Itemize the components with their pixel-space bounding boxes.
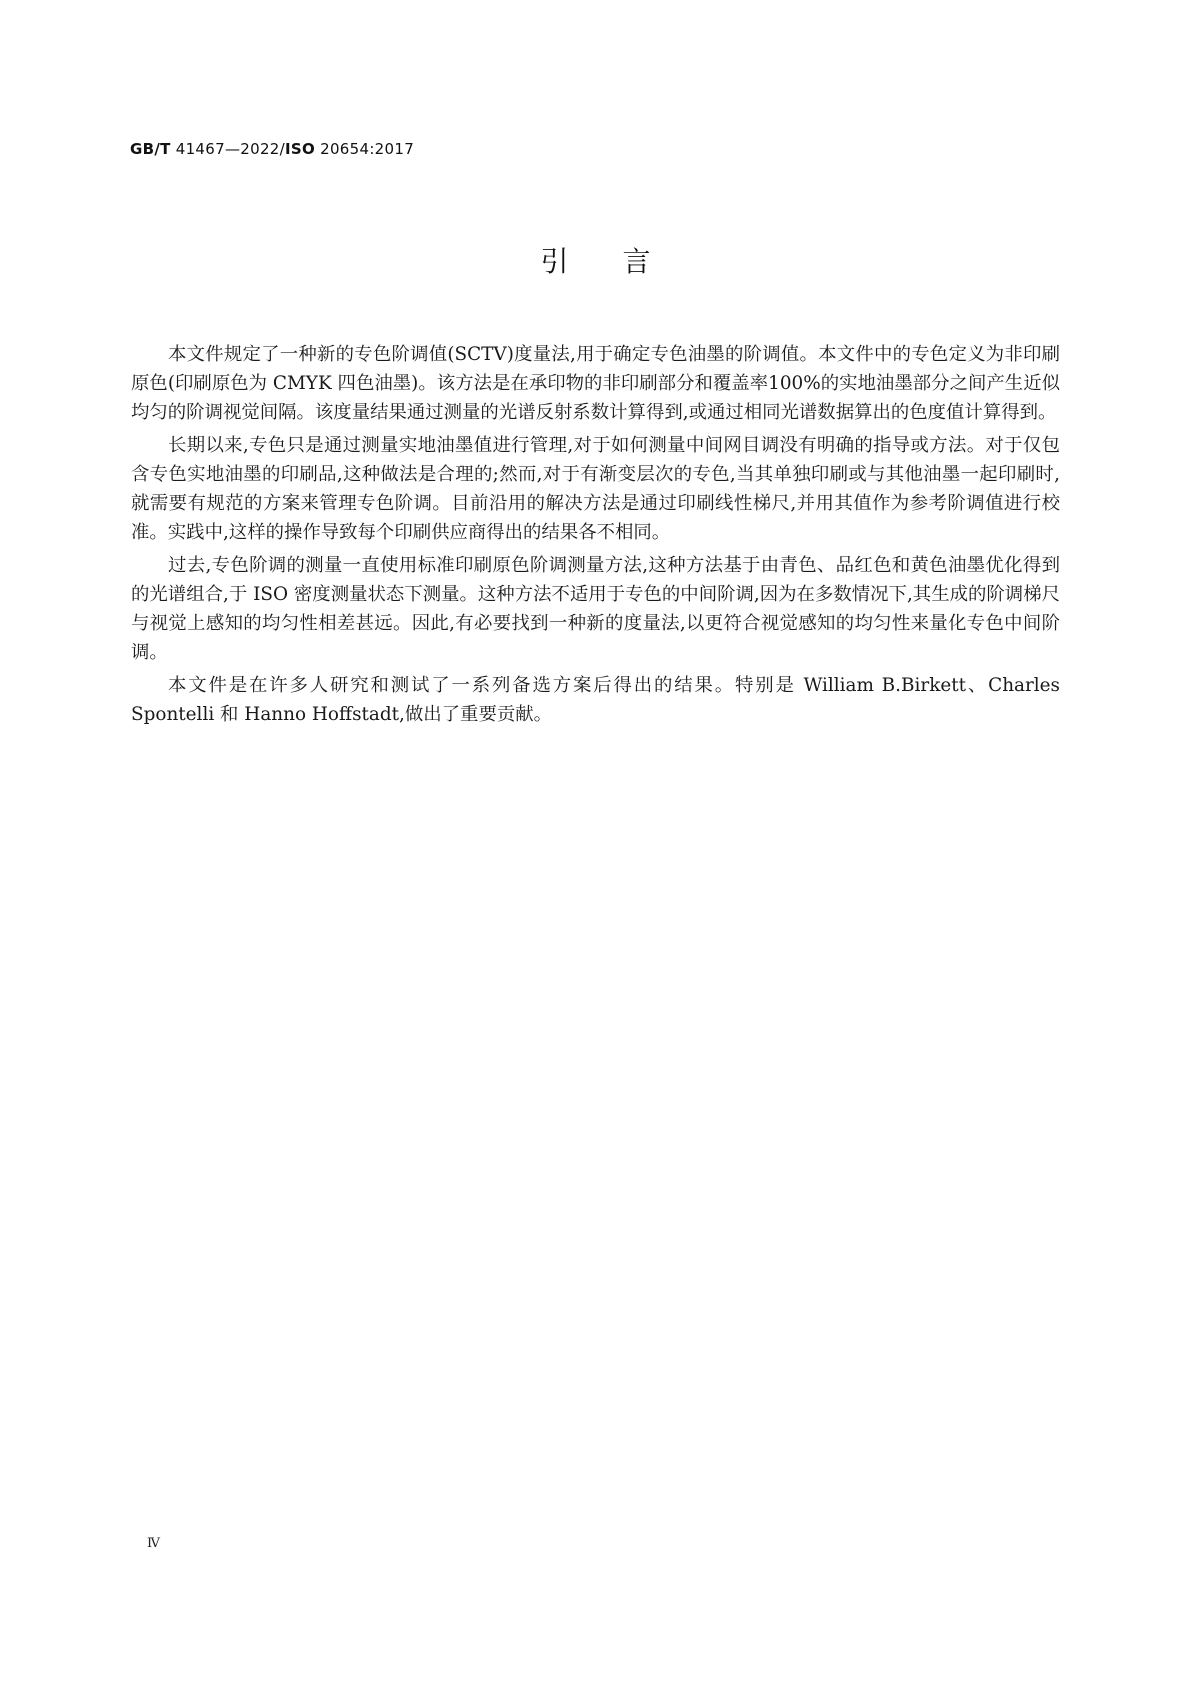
paragraph-2: 长期以来,专色只是通过测量实地油墨值进行管理,对于如何测量中间网目调没有明确的指导或方法。对于仅包含专色实地油墨的印刷品,这种做法是合理的;然而,对于有渐变层次的专色,当其单独印刷或与其他油墨一起印刷时,就需要有规范的方案来管理专色阶调。目前沿用的解决方法是通过印刷线性梯尺,并用其值作为参考阶调值进行校准。实践中,这样的操作导致每个印刷供应商得出的结果各不相同。 <box>131 435 1060 543</box>
standard-iso-prefix: ISO <box>284 140 316 158</box>
paragraph-3: 过去,专色阶调的测量一直使用标准印刷原色阶调测量方法,这种方法基于由青色、品红色和黄色油墨优化得到的光谱组合,于 ISO 密度测量状态下测量。这种方法不适用于专色的中间阶调,因为在多数情况下,其生成的阶调梯尺与视觉上感知的均匀性相差甚远。因此,有必要找到一种新的度量法,以更符合视觉感知的均匀性来量化专色中间阶调。 <box>131 555 1060 663</box>
paragraph-4: 本文件是在许多人研究和测试了一系列备选方案后得出的结果。特别是 William B.Birkett、Charles Spontelli 和 Hanno Hoffstadt,做出了重要贡献。 <box>131 675 1060 725</box>
standard-gb-number: 41467—2022/ <box>175 140 285 158</box>
paragraph-1: 本文件规定了一种新的专色阶调值(SCTV)度量法,用于确定专色油墨的阶调值。本文件中的专色定义为非印刷原色(印刷原色为 CMYK 四色油墨)。该方法是在承印物的非印刷部分和覆盖率100%的实地油墨部分之间产生近似均匀的阶调视觉间隔。该度量结果通过测量的光谱反射系数计算得到,或通过相同光谱数据算出的色度值计算得到。 <box>131 344 1060 423</box>
standard-iso-number: 20654:2017 <box>320 140 415 158</box>
page-number: Ⅳ <box>147 1536 160 1551</box>
standard-number-header <box>130 140 414 158</box>
section-title: 引言 <box>540 245 705 278</box>
introduction-body <box>131 340 1060 733</box>
standard-gb-prefix: GB/T <box>130 140 171 158</box>
